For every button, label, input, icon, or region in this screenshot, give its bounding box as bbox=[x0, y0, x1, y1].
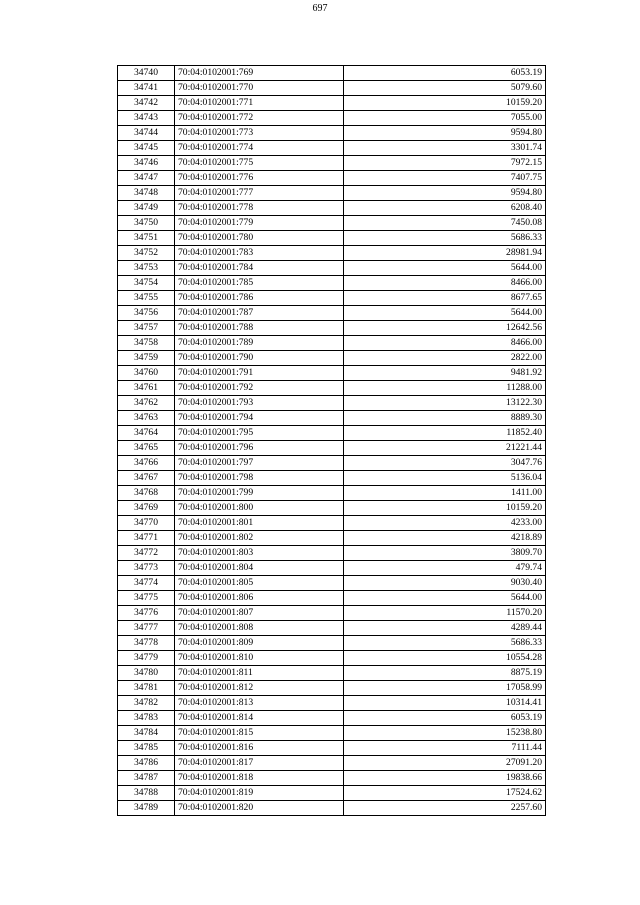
value-cell: 7407.75 bbox=[344, 171, 546, 186]
table-row bbox=[118, 786, 546, 801]
table-body bbox=[118, 66, 546, 816]
table-row bbox=[118, 306, 546, 321]
row-number-cell: 34762 bbox=[118, 396, 175, 411]
cadastral-number-cell: 70:04:0102001:796 bbox=[175, 441, 344, 456]
row-number-cell: 34774 bbox=[118, 576, 175, 591]
cadastral-number-cell: 70:04:0102001:788 bbox=[175, 321, 344, 336]
value-cell: 10159.20 bbox=[344, 96, 546, 111]
value-cell: 5644.00 bbox=[344, 261, 546, 276]
cadastral-number-cell: 70:04:0102001:773 bbox=[175, 126, 344, 141]
table-row bbox=[118, 696, 546, 711]
row-number-cell: 34785 bbox=[118, 741, 175, 756]
table-row bbox=[118, 201, 546, 216]
table-row bbox=[118, 216, 546, 231]
value-cell: 8677.65 bbox=[344, 291, 546, 306]
table-row bbox=[118, 261, 546, 276]
cadastral-number-cell: 70:04:0102001:785 bbox=[175, 276, 344, 291]
table-row bbox=[118, 756, 546, 771]
table-row bbox=[118, 621, 546, 636]
table-row bbox=[118, 291, 546, 306]
table-row bbox=[118, 576, 546, 591]
table-row bbox=[118, 426, 546, 441]
page-number: 697 bbox=[312, 3, 328, 14]
table-row bbox=[118, 486, 546, 501]
table-row bbox=[118, 156, 546, 171]
row-number-cell: 34768 bbox=[118, 486, 175, 501]
value-cell: 9594.80 bbox=[344, 126, 546, 141]
row-number-cell: 34760 bbox=[118, 366, 175, 381]
table-row bbox=[118, 66, 546, 81]
value-cell: 6208.40 bbox=[344, 201, 546, 216]
cadastral-number-cell: 70:04:0102001:817 bbox=[175, 756, 344, 771]
value-cell: 8889.30 bbox=[344, 411, 546, 426]
value-cell: 5644.00 bbox=[344, 306, 546, 321]
value-cell: 5686.33 bbox=[344, 231, 546, 246]
table-row bbox=[118, 741, 546, 756]
row-number-cell: 34765 bbox=[118, 441, 175, 456]
row-number-cell: 34741 bbox=[118, 81, 175, 96]
cadastral-number-cell: 70:04:0102001:804 bbox=[175, 561, 344, 576]
value-cell: 479.74 bbox=[344, 561, 546, 576]
cadastral-number-cell: 70:04:0102001:775 bbox=[175, 156, 344, 171]
cadastral-number-cell: 70:04:0102001:811 bbox=[175, 666, 344, 681]
table-row bbox=[118, 606, 546, 621]
row-number-cell: 34763 bbox=[118, 411, 175, 426]
table-row bbox=[118, 561, 546, 576]
value-cell: 3047.76 bbox=[344, 456, 546, 471]
table-row bbox=[118, 366, 546, 381]
cadastral-number-cell: 70:04:0102001:784 bbox=[175, 261, 344, 276]
table-row bbox=[118, 636, 546, 651]
table-row bbox=[118, 651, 546, 666]
row-number-cell: 34771 bbox=[118, 531, 175, 546]
cadastral-number-cell: 70:04:0102001:774 bbox=[175, 141, 344, 156]
table-row bbox=[118, 276, 546, 291]
value-cell: 10159.20 bbox=[344, 501, 546, 516]
table-row bbox=[118, 321, 546, 336]
value-cell: 27091.20 bbox=[344, 756, 546, 771]
table-row bbox=[118, 231, 546, 246]
registry-table bbox=[117, 65, 546, 816]
row-number-cell: 34759 bbox=[118, 351, 175, 366]
row-number-cell: 34742 bbox=[118, 96, 175, 111]
cadastral-number-cell: 70:04:0102001:769 bbox=[175, 66, 344, 81]
cadastral-number-cell: 70:04:0102001:777 bbox=[175, 186, 344, 201]
value-cell: 19838.66 bbox=[344, 771, 546, 786]
cadastral-number-cell: 70:04:0102001:786 bbox=[175, 291, 344, 306]
table-row bbox=[118, 111, 546, 126]
cadastral-number-cell: 70:04:0102001:813 bbox=[175, 696, 344, 711]
cadastral-number-cell: 70:04:0102001:770 bbox=[175, 81, 344, 96]
row-number-cell: 34778 bbox=[118, 636, 175, 651]
table-row bbox=[118, 351, 546, 366]
row-number-cell: 34740 bbox=[118, 66, 175, 81]
table-row bbox=[118, 546, 546, 561]
table-row bbox=[118, 516, 546, 531]
table-row bbox=[118, 501, 546, 516]
cadastral-number-cell: 70:04:0102001:778 bbox=[175, 201, 344, 216]
row-number-cell: 34748 bbox=[118, 186, 175, 201]
cadastral-number-cell: 70:04:0102001:806 bbox=[175, 591, 344, 606]
table-row bbox=[118, 666, 546, 681]
cadastral-number-cell: 70:04:0102001:792 bbox=[175, 381, 344, 396]
cadastral-number-cell: 70:04:0102001:789 bbox=[175, 336, 344, 351]
cadastral-number-cell: 70:04:0102001:780 bbox=[175, 231, 344, 246]
value-cell: 1411.00 bbox=[344, 486, 546, 501]
value-cell: 9030.40 bbox=[344, 576, 546, 591]
value-cell: 9594.80 bbox=[344, 186, 546, 201]
row-number-cell: 34779 bbox=[118, 651, 175, 666]
row-number-cell: 34747 bbox=[118, 171, 175, 186]
table-row bbox=[118, 186, 546, 201]
cadastral-number-cell: 70:04:0102001:798 bbox=[175, 471, 344, 486]
row-number-cell: 34754 bbox=[118, 276, 175, 291]
value-cell: 10554.28 bbox=[344, 651, 546, 666]
value-cell: 7972.15 bbox=[344, 156, 546, 171]
row-number-cell: 34752 bbox=[118, 246, 175, 261]
value-cell: 5136.04 bbox=[344, 471, 546, 486]
row-number-cell: 34745 bbox=[118, 141, 175, 156]
value-cell: 4289.44 bbox=[344, 621, 546, 636]
row-number-cell: 34749 bbox=[118, 201, 175, 216]
cadastral-number-cell: 70:04:0102001:793 bbox=[175, 396, 344, 411]
row-number-cell: 34775 bbox=[118, 591, 175, 606]
cadastral-number-cell: 70:04:0102001:787 bbox=[175, 306, 344, 321]
cadastral-number-cell: 70:04:0102001:809 bbox=[175, 636, 344, 651]
table-row bbox=[118, 456, 546, 471]
row-number-cell: 34751 bbox=[118, 231, 175, 246]
value-cell: 4218.89 bbox=[344, 531, 546, 546]
table-row bbox=[118, 711, 546, 726]
cadastral-number-cell: 70:04:0102001:818 bbox=[175, 771, 344, 786]
row-number-cell: 34761 bbox=[118, 381, 175, 396]
row-number-cell: 34744 bbox=[118, 126, 175, 141]
row-number-cell: 34769 bbox=[118, 501, 175, 516]
value-cell: 9481.92 bbox=[344, 366, 546, 381]
value-cell: 10314.41 bbox=[344, 696, 546, 711]
value-cell: 4233.00 bbox=[344, 516, 546, 531]
value-cell: 3809.70 bbox=[344, 546, 546, 561]
value-cell: 17058.99 bbox=[344, 681, 546, 696]
table-row bbox=[118, 411, 546, 426]
row-number-cell: 34772 bbox=[118, 546, 175, 561]
value-cell: 6053.19 bbox=[344, 66, 546, 81]
value-cell: 2822.00 bbox=[344, 351, 546, 366]
cadastral-number-cell: 70:04:0102001:791 bbox=[175, 366, 344, 381]
cadastral-number-cell: 70:04:0102001:795 bbox=[175, 426, 344, 441]
value-cell: 5644.00 bbox=[344, 591, 546, 606]
table-row bbox=[118, 471, 546, 486]
cadastral-number-cell: 70:04:0102001:771 bbox=[175, 96, 344, 111]
value-cell: 28981.94 bbox=[344, 246, 546, 261]
row-number-cell: 34767 bbox=[118, 471, 175, 486]
cadastral-number-cell: 70:04:0102001:807 bbox=[175, 606, 344, 621]
cadastral-number-cell: 70:04:0102001:801 bbox=[175, 516, 344, 531]
value-cell: 6053.19 bbox=[344, 711, 546, 726]
value-cell: 15238.80 bbox=[344, 726, 546, 741]
value-cell: 7055.00 bbox=[344, 111, 546, 126]
table-row bbox=[118, 126, 546, 141]
cadastral-number-cell: 70:04:0102001:820 bbox=[175, 801, 344, 816]
table-row bbox=[118, 531, 546, 546]
row-number-cell: 34750 bbox=[118, 216, 175, 231]
value-cell: 21221.44 bbox=[344, 441, 546, 456]
row-number-cell: 34757 bbox=[118, 321, 175, 336]
value-cell: 8466.00 bbox=[344, 336, 546, 351]
row-number-cell: 34756 bbox=[118, 306, 175, 321]
cadastral-number-cell: 70:04:0102001:799 bbox=[175, 486, 344, 501]
value-cell: 3301.74 bbox=[344, 141, 546, 156]
row-number-cell: 34780 bbox=[118, 666, 175, 681]
cadastral-number-cell: 70:04:0102001:803 bbox=[175, 546, 344, 561]
table-row bbox=[118, 96, 546, 111]
cadastral-number-cell: 70:04:0102001:802 bbox=[175, 531, 344, 546]
cadastral-number-cell: 70:04:0102001:805 bbox=[175, 576, 344, 591]
table-row bbox=[118, 441, 546, 456]
value-cell: 13122.30 bbox=[344, 396, 546, 411]
cadastral-number-cell: 70:04:0102001:776 bbox=[175, 171, 344, 186]
row-number-cell: 34773 bbox=[118, 561, 175, 576]
value-cell: 8466.00 bbox=[344, 276, 546, 291]
table-row bbox=[118, 801, 546, 816]
table-row bbox=[118, 246, 546, 261]
row-number-cell: 34766 bbox=[118, 456, 175, 471]
table-row bbox=[118, 81, 546, 96]
row-number-cell: 34786 bbox=[118, 756, 175, 771]
row-number-cell: 34755 bbox=[118, 291, 175, 306]
cadastral-number-cell: 70:04:0102001:772 bbox=[175, 111, 344, 126]
cadastral-number-cell: 70:04:0102001:814 bbox=[175, 711, 344, 726]
cadastral-number-cell: 70:04:0102001:812 bbox=[175, 681, 344, 696]
cadastral-number-cell: 70:04:0102001:783 bbox=[175, 246, 344, 261]
table-row bbox=[118, 726, 546, 741]
table-row bbox=[118, 381, 546, 396]
row-number-cell: 34787 bbox=[118, 771, 175, 786]
table-row bbox=[118, 591, 546, 606]
row-number-cell: 34746 bbox=[118, 156, 175, 171]
cadastral-number-cell: 70:04:0102001:779 bbox=[175, 216, 344, 231]
table-row bbox=[118, 141, 546, 156]
cadastral-number-cell: 70:04:0102001:816 bbox=[175, 741, 344, 756]
row-number-cell: 34782 bbox=[118, 696, 175, 711]
table-row bbox=[118, 336, 546, 351]
cadastral-number-cell: 70:04:0102001:794 bbox=[175, 411, 344, 426]
value-cell: 11852.40 bbox=[344, 426, 546, 441]
cadastral-number-cell: 70:04:0102001:819 bbox=[175, 786, 344, 801]
row-number-cell: 34776 bbox=[118, 606, 175, 621]
row-number-cell: 34783 bbox=[118, 711, 175, 726]
value-cell: 8875.19 bbox=[344, 666, 546, 681]
row-number-cell: 34789 bbox=[118, 801, 175, 816]
cadastral-number-cell: 70:04:0102001:797 bbox=[175, 456, 344, 471]
value-cell: 17524.62 bbox=[344, 786, 546, 801]
value-cell: 7450.08 bbox=[344, 216, 546, 231]
row-number-cell: 34784 bbox=[118, 726, 175, 741]
value-cell: 11288.00 bbox=[344, 381, 546, 396]
cadastral-number-cell: 70:04:0102001:815 bbox=[175, 726, 344, 741]
row-number-cell: 34788 bbox=[118, 786, 175, 801]
row-number-cell: 34777 bbox=[118, 621, 175, 636]
table-row bbox=[118, 171, 546, 186]
value-cell: 5079.60 bbox=[344, 81, 546, 96]
row-number-cell: 34764 bbox=[118, 426, 175, 441]
value-cell: 5686.33 bbox=[344, 636, 546, 651]
cadastral-number-cell: 70:04:0102001:808 bbox=[175, 621, 344, 636]
value-cell: 7111.44 bbox=[344, 741, 546, 756]
table-row bbox=[118, 771, 546, 786]
cadastral-number-cell: 70:04:0102001:790 bbox=[175, 351, 344, 366]
row-number-cell: 34770 bbox=[118, 516, 175, 531]
table-row bbox=[118, 396, 546, 411]
cadastral-number-cell: 70:04:0102001:800 bbox=[175, 501, 344, 516]
row-number-cell: 34753 bbox=[118, 261, 175, 276]
table-row bbox=[118, 681, 546, 696]
row-number-cell: 34758 bbox=[118, 336, 175, 351]
value-cell: 11570.20 bbox=[344, 606, 546, 621]
cadastral-number-cell: 70:04:0102001:810 bbox=[175, 651, 344, 666]
value-cell: 2257.60 bbox=[344, 801, 546, 816]
row-number-cell: 34781 bbox=[118, 681, 175, 696]
row-number-cell: 34743 bbox=[118, 111, 175, 126]
value-cell: 12642.56 bbox=[344, 321, 546, 336]
